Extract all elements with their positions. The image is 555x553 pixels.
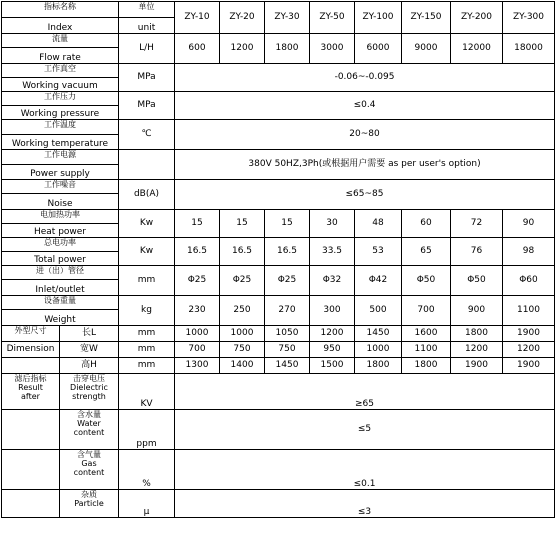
heat-power-label-en: Heat power — [2, 224, 119, 238]
dimension-label-en: Dimension — [2, 342, 60, 358]
dimension-w-value: 950 — [310, 342, 355, 358]
water-label-en2: content — [73, 428, 105, 438]
flow-value: 1800 — [265, 34, 310, 64]
dimension-w-value: 700 — [175, 342, 220, 358]
model-zy200: ZY-200 — [451, 2, 503, 34]
temperature-value: 20~80 — [175, 120, 555, 150]
noise-label-zh: 工作噪音 — [2, 180, 119, 194]
dimension-w-value: 750 — [220, 342, 265, 358]
pressure-label-zh: 工作压力 — [2, 92, 119, 106]
dimension-h-value: 1450 — [265, 358, 310, 374]
heat-power-row-zh — [2, 210, 555, 224]
water-label-en1: Water — [77, 419, 101, 429]
flow-row-zh — [2, 34, 555, 48]
water-value: ≤5 — [175, 410, 555, 450]
temperature-label-en: Working temperature — [2, 135, 119, 150]
inlet-unit: mm — [119, 266, 175, 296]
item-header-en: Index — [2, 18, 119, 34]
water-unit: ppm — [119, 410, 175, 450]
dimension-label-blank — [2, 358, 60, 374]
total-power-value: 16.5 — [265, 238, 310, 266]
noise-row-zh — [2, 180, 555, 194]
flow-label-en: Flow rate — [2, 48, 119, 64]
total-power-value: 33.5 — [310, 238, 355, 266]
model-zy100: ZY-100 — [355, 2, 402, 34]
heat-power-value: 15 — [175, 210, 220, 238]
result-label-en1: Result — [18, 383, 43, 393]
gas-label-en2: content — [73, 468, 105, 478]
dimension-h-value: 1900 — [503, 358, 555, 374]
weight-label-zh: 设备重量 — [2, 296, 119, 310]
result-label-zh: 滤后指标 — [14, 374, 47, 383]
weight-value: 270 — [265, 296, 310, 326]
result-blank — [2, 490, 60, 518]
inlet-value: Φ25 — [175, 266, 220, 296]
total-power-value: 16.5 — [175, 238, 220, 266]
inlet-value: Φ50 — [402, 266, 451, 296]
dimension-l-value: 1800 — [451, 326, 503, 342]
result-after-label — [2, 374, 60, 410]
pressure-row-zh — [2, 92, 555, 106]
heat-power-value: 30 — [310, 210, 355, 238]
dimension-h-value: 1300 — [175, 358, 220, 374]
dimension-label-zh: 外型尺寸 — [2, 326, 60, 342]
dimension-w-label: 宽W — [60, 342, 119, 358]
result-blank — [2, 450, 60, 490]
gas-label-zh: 含气量 — [77, 450, 101, 459]
unit-header-zh: 单位 — [119, 2, 175, 18]
water-label — [60, 410, 119, 450]
total-power-value: 53 — [355, 238, 402, 266]
gas-value: ≤0.1 — [175, 450, 555, 490]
heat-power-unit: Kw — [119, 210, 175, 238]
dimension-h-value: 1400 — [220, 358, 265, 374]
dielectric-value: ≥65 — [175, 374, 555, 410]
dimension-h-value: 1900 — [451, 358, 503, 374]
dimension-w-value: 1100 — [402, 342, 451, 358]
dimension-h-unit: mm — [119, 358, 175, 374]
model-zy10: ZY-10 — [175, 2, 220, 34]
dimension-w-value: 1200 — [503, 342, 555, 358]
power-supply-label-en: Power supply — [2, 165, 119, 180]
dimension-w-value: 1000 — [355, 342, 402, 358]
dimension-l-value: 1600 — [402, 326, 451, 342]
particle-row — [2, 490, 555, 518]
gas-label-en1: Gas — [81, 459, 97, 469]
vacuum-label-en: Working vacuum — [2, 78, 119, 92]
weight-value: 250 — [220, 296, 265, 326]
model-zy300: ZY-300 — [503, 2, 555, 34]
dimension-l-value: 1000 — [220, 326, 265, 342]
dielectric-label — [60, 374, 119, 410]
water-label-zh: 含水量 — [77, 410, 101, 419]
weight-value: 900 — [451, 296, 503, 326]
dimension-l-value: 1200 — [310, 326, 355, 342]
heat-power-label-zh: 电加热功率 — [2, 210, 119, 224]
dimension-w-value: 1200 — [451, 342, 503, 358]
noise-label-en: Noise — [2, 194, 119, 210]
heat-power-value: 90 — [503, 210, 555, 238]
weight-value: 230 — [175, 296, 220, 326]
heat-power-value: 48 — [355, 210, 402, 238]
model-zy20: ZY-20 — [220, 2, 265, 34]
inlet-value: Φ50 — [451, 266, 503, 296]
flow-value: 1200 — [220, 34, 265, 64]
inlet-value: Φ25 — [220, 266, 265, 296]
power-supply-row-zh — [2, 150, 555, 165]
power-supply-value: 380V 50HZ,3Ph(或根据用户需要 as per user's option) — [175, 150, 555, 180]
gas-label — [60, 450, 119, 490]
temperature-label-zh: 工作温度 — [2, 120, 119, 135]
heat-power-value: 72 — [451, 210, 503, 238]
flow-label-zh: 流量 — [2, 34, 119, 48]
flow-value: 600 — [175, 34, 220, 64]
inlet-label-zh: 进（出）管径 — [2, 266, 119, 280]
weight-value: 1100 — [503, 296, 555, 326]
model-zy50: ZY-50 — [310, 2, 355, 34]
inlet-value: Φ25 — [265, 266, 310, 296]
noise-unit: dB(A) — [119, 180, 175, 210]
inlet-label-en: Inlet/outlet — [2, 280, 119, 296]
power-supply-unit — [119, 150, 175, 180]
dielectric-unit: KV — [119, 374, 175, 410]
item-header-zh: 指标名称 — [2, 2, 119, 18]
inlet-row-zh — [2, 266, 555, 280]
weight-value: 500 — [355, 296, 402, 326]
particle-unit: μ — [119, 490, 175, 518]
unit-header-en: unit — [119, 18, 175, 34]
power-supply-label-zh: 工作电源 — [2, 150, 119, 165]
dimension-w-unit: mm — [119, 342, 175, 358]
dimension-l-value: 1450 — [355, 326, 402, 342]
dimension-l-value: 1050 — [265, 326, 310, 342]
dielectric-label-zh: 击穿电压 — [73, 374, 105, 383]
inlet-value: Φ32 — [310, 266, 355, 296]
dimension-l-label: 长L — [60, 326, 119, 342]
weight-unit: kg — [119, 296, 175, 326]
total-power-value: 16.5 — [220, 238, 265, 266]
dimension-row-h — [2, 358, 555, 374]
header-row-zh — [2, 2, 555, 18]
weight-row-zh — [2, 296, 555, 310]
dimension-w-value: 750 — [265, 342, 310, 358]
temperature-row-zh — [2, 120, 555, 135]
vacuum-value: -0.06~-0.095 — [175, 64, 555, 92]
weight-value: 700 — [402, 296, 451, 326]
gas-unit: % — [119, 450, 175, 490]
dimension-h-value: 1800 — [402, 358, 451, 374]
gas-row — [2, 450, 555, 490]
weight-label-en: Weight — [2, 310, 119, 326]
pressure-unit: MPa — [119, 92, 175, 120]
particle-label-zh: 杂质 — [81, 490, 97, 499]
dimension-l-unit: mm — [119, 326, 175, 342]
vacuum-label-zh: 工作真空 — [2, 64, 119, 78]
dimension-h-value: 1800 — [355, 358, 402, 374]
heat-power-value: 15 — [265, 210, 310, 238]
noise-value: ≤65~85 — [175, 180, 555, 210]
flow-value: 18000 — [503, 34, 555, 64]
total-power-value: 65 — [402, 238, 451, 266]
flow-value: 3000 — [310, 34, 355, 64]
total-power-label-zh: 总电功率 — [2, 238, 119, 252]
dielectric-label-en1: Dielectric — [70, 383, 108, 393]
dimension-l-value: 1000 — [175, 326, 220, 342]
particle-label-en: Particle — [74, 499, 104, 509]
result-blank — [2, 410, 60, 450]
model-zy150: ZY-150 — [402, 2, 451, 34]
total-power-value: 98 — [503, 238, 555, 266]
total-power-unit: Kw — [119, 238, 175, 266]
vacuum-unit: MPa — [119, 64, 175, 92]
flow-value: 6000 — [355, 34, 402, 64]
total-power-row-zh — [2, 238, 555, 252]
dielectric-label-en2: strength — [72, 392, 106, 402]
dielectric-row — [2, 374, 555, 410]
inlet-value: Φ42 — [355, 266, 402, 296]
particle-label — [60, 490, 119, 518]
heat-power-value: 15 — [220, 210, 265, 238]
dimension-h-label: 高H — [60, 358, 119, 374]
temperature-unit: ℃ — [119, 120, 175, 150]
flow-value: 12000 — [451, 34, 503, 64]
spec-table — [1, 1, 555, 518]
dimension-h-value: 1500 — [310, 358, 355, 374]
dimension-row-l — [2, 326, 555, 342]
dimension-l-value: 1900 — [503, 326, 555, 342]
water-row — [2, 410, 555, 450]
dimension-row-w — [2, 342, 555, 358]
particle-value: ≤3 — [175, 490, 555, 518]
model-zy30: ZY-30 — [265, 2, 310, 34]
heat-power-value: 60 — [402, 210, 451, 238]
flow-unit: L/H — [119, 34, 175, 64]
pressure-label-en: Working pressure — [2, 106, 119, 120]
vacuum-row-zh — [2, 64, 555, 78]
total-power-value: 76 — [451, 238, 503, 266]
inlet-value: Φ60 — [503, 266, 555, 296]
result-label-en2: after — [21, 392, 40, 402]
flow-value: 9000 — [402, 34, 451, 64]
weight-value: 300 — [310, 296, 355, 326]
pressure-value: ≤0.4 — [175, 92, 555, 120]
total-power-label-en: Total power — [2, 252, 119, 266]
